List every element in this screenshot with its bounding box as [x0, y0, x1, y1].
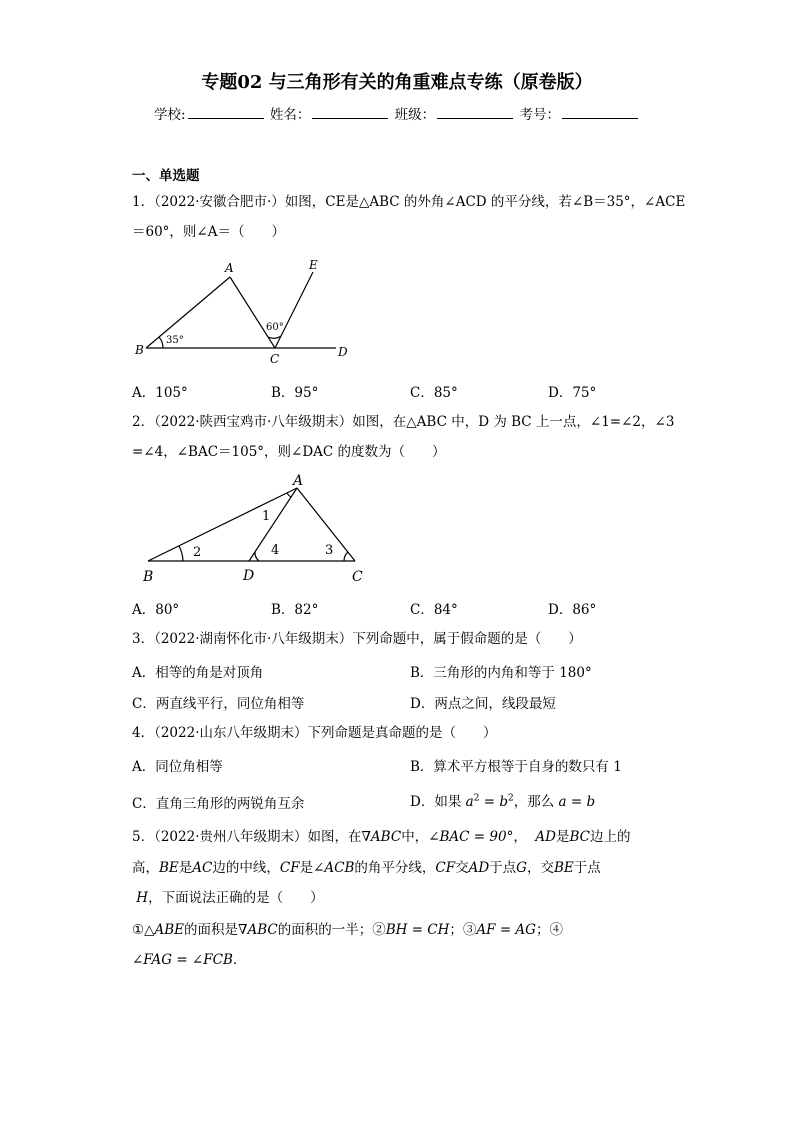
q4-option-c[interactable]: C．直角三角形的两锐角互余: [132, 796, 305, 812]
q5-text: 边上的: [590, 829, 631, 845]
q3-option-b[interactable]: B．三角形的内角和等于 180°: [410, 665, 592, 681]
q5-math: AD: [468, 860, 490, 876]
q5-text: 高，: [132, 860, 159, 876]
q5-math: BE: [553, 860, 574, 876]
q1-label-e: E: [309, 258, 318, 272]
q4-stem: 4．（2022·山东八年级期末）下列命题是真命题的是（ ）: [132, 725, 497, 741]
q1-stem-line1: 1．（2022·安徽合肥市·）如图，CE是△ABC 的外角∠ACD 的平分线，若∠B＝35°，∠ACE: [132, 194, 686, 210]
q5-stem-line2: [132, 858, 601, 878]
q4-var-b2: b: [586, 794, 596, 810]
q5-math: ∠ACB: [313, 860, 355, 876]
q5-math: AC: [192, 860, 213, 876]
q5-math: AF = AG: [476, 922, 536, 938]
q2-angle-3-arc: [344, 552, 348, 561]
q5-text: 的面积是: [184, 922, 239, 938]
q1-stem-line2: ＝60°，则∠A＝（ ）: [132, 224, 285, 240]
q3-option-c[interactable]: C．两直线平行，同位角相等: [132, 696, 305, 712]
q2-option-b[interactable]: B．82°: [271, 602, 319, 618]
q5-math: H: [136, 890, 149, 906]
class-blank[interactable]: [437, 106, 513, 119]
q2-angle-4-arc: [255, 552, 259, 561]
q5-text: ①△: [132, 922, 155, 938]
q1-angle-ace-arc: [268, 336, 281, 338]
q5-math: ABE: [154, 922, 185, 938]
q3-stem: 3．（2022·湖南怀化市·八年级期末）下列命题中，属于假命题的是（ ）: [132, 631, 582, 647]
q5-text: ，下面说法正确的是（ ）: [148, 890, 324, 906]
name-label: 姓名：: [269, 107, 311, 123]
q5-text: 边的中线，: [212, 860, 280, 876]
q5-math: BC: [569, 829, 591, 845]
q5-math: ∇ABC: [238, 922, 278, 938]
q1-angle-ace-label: 60°: [266, 322, 284, 333]
q5-text: 于点: [573, 860, 601, 876]
q2-stem-line2: =∠4，∠BAC＝105°，则∠DAC 的度数为（ ）: [132, 444, 446, 460]
q1-angle-b-label: 35°: [166, 335, 184, 346]
q5-text: 的面积的一半；②: [277, 922, 386, 938]
q1-label-a: A: [225, 261, 234, 275]
q5-text: ，交: [526, 860, 554, 876]
q5-statements-line1: [132, 920, 563, 940]
q2-label-a: A: [293, 473, 304, 489]
q4-option-b[interactable]: B．算术平方根等于自身的数只有 1: [410, 759, 622, 775]
q1-figure: [130, 252, 370, 370]
q5-text: 是: [299, 860, 314, 876]
q5-math: BH = CH: [385, 922, 450, 938]
q4-exp-2: 2: [507, 793, 514, 804]
q5-text: 的角平分线，: [354, 860, 436, 876]
q5-math: ∠BAC = 90°: [428, 829, 514, 845]
q5-text: 于点: [489, 860, 517, 876]
q2-label-c: C: [352, 569, 363, 585]
q1-label-c: C: [270, 352, 280, 366]
q3-option-a[interactable]: A．相等的角是对顶角: [132, 665, 264, 681]
q2-angle-4-label: 4: [271, 543, 280, 558]
section-heading: 一、单选题: [132, 168, 200, 184]
q1-option-a[interactable]: A．105°: [132, 385, 188, 401]
q5-text: 中，: [401, 829, 429, 845]
q5-text: 交: [455, 860, 469, 876]
q5-text: 5．（2022·贵州八年级期末）如图，在: [132, 829, 362, 845]
q2-stem-line1: 2．（2022·陕西宝鸡市·八年级期末）如图，在△ABC 中，D 为 BC 上一点，∠1=∠2，∠3: [132, 414, 675, 430]
q4-mid: ，那么: [513, 794, 559, 810]
q4-var-a: a: [465, 794, 474, 810]
name-blank[interactable]: [312, 106, 388, 119]
q2-option-d[interactable]: D．86°: [548, 602, 597, 618]
q1-label-b: B: [135, 343, 144, 357]
q5-math: ∠FAG = ∠FCB: [132, 952, 233, 968]
q5-math: AD: [535, 829, 556, 845]
q5-text: 是: [556, 829, 570, 845]
q4-var-b: b: [499, 794, 508, 810]
school-label: 学校:: [154, 107, 186, 123]
number-blank[interactable]: [562, 106, 638, 119]
q1-angle-b-arc: [159, 337, 163, 348]
q5-math: G: [516, 860, 527, 876]
q4-var-a2: a: [558, 794, 567, 810]
q4-option-a[interactable]: A．同位角相等: [132, 759, 223, 775]
q5-text: ；④: [535, 922, 563, 938]
q4-eq2: =: [566, 794, 587, 810]
number-label: 考号：: [519, 107, 560, 123]
q1-option-b[interactable]: B．95°: [271, 385, 319, 401]
q2-angle-3-label: 3: [325, 543, 334, 558]
q2-option-c[interactable]: C．84°: [410, 602, 458, 618]
q1-option-c[interactable]: C．85°: [410, 385, 458, 401]
q5-text: 是: [178, 860, 193, 876]
q3-option-d[interactable]: D．两点之间，线段最短: [410, 696, 556, 712]
q1-option-d[interactable]: D．75°: [548, 385, 597, 401]
q2-angle-2-label: 2: [193, 545, 202, 560]
q2-label-d: D: [243, 568, 255, 584]
q4-eq: =: [479, 794, 500, 810]
q5-stem-line3: [132, 888, 324, 908]
q5-math: BE: [159, 860, 179, 876]
q2-angle-1-label: 1: [262, 509, 271, 524]
q5-text: ．: [232, 952, 247, 968]
q2-figure: [135, 470, 375, 590]
q5-math: CF: [435, 860, 456, 876]
q5-statements-line2: [132, 950, 246, 970]
class-label: 班级：: [394, 107, 436, 123]
q4-exp-1: 2: [473, 793, 480, 804]
q5-text: ；③: [449, 922, 477, 938]
q1-label-d: D: [338, 345, 348, 359]
q4-option-d-prefix: D．如果: [410, 794, 466, 810]
q2-angle-1-arc: [287, 493, 291, 497]
q4-option-d[interactable]: [410, 790, 595, 810]
student-info-line: [0, 103, 794, 123]
page-title: 专题02 与三角形有关的角重难点专练（原卷版）: [201, 72, 593, 93]
q2-option-a[interactable]: A．80°: [132, 602, 180, 618]
q2-label-b: B: [143, 569, 154, 585]
school-blank[interactable]: [188, 106, 264, 119]
q5-text: ，: [513, 829, 527, 845]
q5-stem-line1: [132, 827, 631, 847]
q2-angle-2-arc: [179, 546, 183, 561]
q5-math: ∇ABC: [361, 829, 402, 845]
q5-math: CF: [279, 860, 300, 876]
